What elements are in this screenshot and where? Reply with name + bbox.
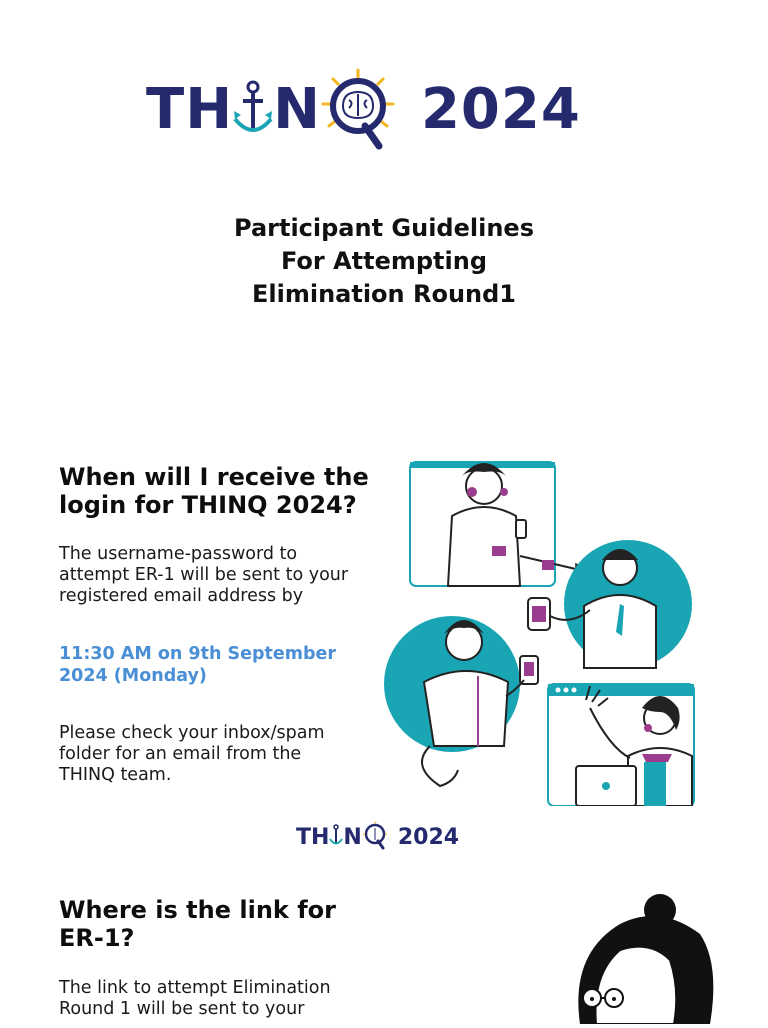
title-line-3: Elimination Round1 xyxy=(251,280,516,308)
page-title xyxy=(0,212,768,311)
section2-heading-line-2: ER-1? xyxy=(59,924,135,952)
section1-heading-line-2: login for THINQ 2024? xyxy=(59,491,357,519)
section1-heading-line-1: When will I receive the xyxy=(59,463,369,491)
section1-para2-line-1: Please check your inbox/spam xyxy=(59,723,325,743)
logo-year: 2024 xyxy=(420,77,581,142)
title-line-1: Participant Guidelines xyxy=(234,214,534,242)
small-logo-year: 2024 xyxy=(397,825,460,850)
highlight-line-1: 11:30 AM on 9th September xyxy=(59,644,337,664)
anchor-icon xyxy=(233,79,273,141)
section1-para2-line-3: THINQ team. xyxy=(59,765,172,785)
logo-letter-n: N xyxy=(273,77,321,142)
section1-para1-line-3: registered email address by xyxy=(59,586,304,606)
title-line-2: For Attempting xyxy=(280,247,488,275)
section1-para1-line-2: attempt ER-1 will be sent to your xyxy=(59,565,349,585)
section2-para-line-1: The link to attempt Elimination xyxy=(59,978,331,998)
logo-letters-th: TH xyxy=(146,77,234,142)
highlight-line-2: 2024 (Monday) xyxy=(59,666,207,686)
people-with-devices-illustration xyxy=(380,456,700,806)
release-time-highlight xyxy=(59,643,336,687)
woman-with-glasses-illustration xyxy=(560,886,720,1024)
section2-heading-line-1: Where is the link for xyxy=(59,896,336,924)
thinq-logo xyxy=(146,68,616,152)
section1-paragraph-2 xyxy=(59,723,325,786)
brain-q-icon xyxy=(321,68,395,152)
thinq-logo-small xyxy=(296,822,476,854)
section2-heading xyxy=(59,896,336,952)
section2-paragraph xyxy=(59,978,331,1020)
section1-paragraph-1 xyxy=(59,544,348,607)
small-anchor-icon xyxy=(329,824,343,853)
section2-para-line-2: Round 1 will be sent to your xyxy=(59,999,305,1019)
section1-para2-line-2: folder for an email from the xyxy=(59,744,302,764)
section1-heading xyxy=(59,463,369,519)
section1-para1-line-1: The username-password to xyxy=(59,544,298,564)
small-logo-letters-th: TH xyxy=(296,825,330,850)
small-brain-q-icon xyxy=(362,821,388,856)
small-logo-letter-n: N xyxy=(343,825,362,850)
